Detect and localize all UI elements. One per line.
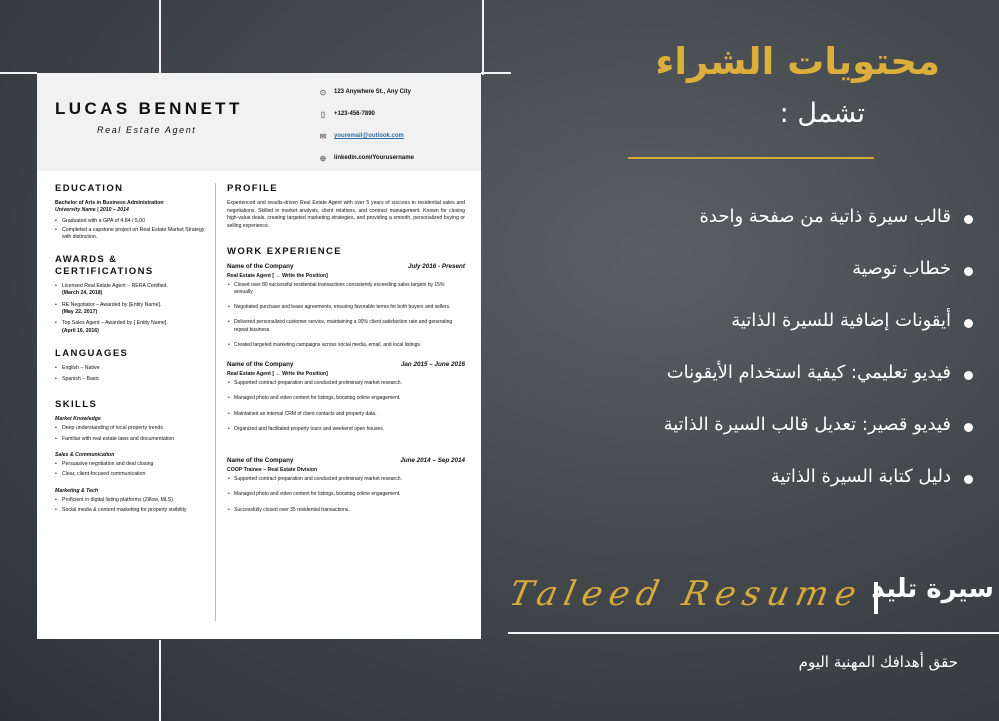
- company-name: Name of the Company: [227, 262, 294, 270]
- frame-line: [159, 640, 161, 721]
- job-position: Real Estate Agent [ ← Write the Position]: [227, 272, 328, 279]
- job-bullet: • Created targeted marketing campaigns across social media, email, and local listings.: [227, 342, 465, 349]
- award-item: • Licensed Real Estate Agent – RERA Certified. (March 24, 2018): [55, 283, 213, 298]
- contact-list: [318, 84, 414, 172]
- company-name: Name of the Company: [227, 457, 294, 465]
- skills-heading: SKILLS: [55, 399, 98, 411]
- job-dates: Jan 2015 – June 2016: [400, 361, 465, 369]
- company-name: Name of the Company: [227, 361, 294, 369]
- skill-item: • Proficient in digital listing platforms (Zillow, MLS): [55, 497, 213, 504]
- university: University Name | 2010 – 2014: [55, 207, 129, 214]
- list-item: فيديو تعليمي: كيفية استخدام الأيقونات: [560, 362, 975, 414]
- brand-arabic: سيرة تليد: [871, 574, 994, 604]
- job-entry: [227, 457, 465, 514]
- brand-latin: Taleed Resume: [505, 574, 867, 614]
- job-bullet: • Negotiated purchase and lease agreements, ensuring favorable terms for both buyers and sellers.: [227, 304, 465, 311]
- skill-group-title: Marketing & Tech: [55, 487, 99, 494]
- job-bullet: • Managed photo and video content for listings, boosting online engagement.: [227, 395, 465, 402]
- work-heading: WORK EXPERIENCE: [227, 245, 342, 257]
- resume-header: [37, 73, 481, 171]
- promo-title: محتويات الشراء: [655, 40, 940, 83]
- column-divider: [215, 183, 216, 621]
- resume-role: Real Estate Agent: [97, 125, 197, 135]
- skill-group-title: Sales & Communication: [55, 452, 115, 458]
- education-heading: EDUCATION: [55, 183, 124, 194]
- phone-icon: ▯: [320, 109, 326, 119]
- award-item: • RE Negotiator – Awarded by [Entity Name]. (May 22, 2017): [55, 302, 213, 317]
- frame-line: [0, 72, 37, 74]
- language-item: • Spanish – Basic: [55, 376, 213, 383]
- frame-line: [159, 0, 161, 75]
- skill-item: • Clear, client-focused communication: [55, 471, 213, 478]
- job-bullet: • Supported contract preparation and conducted preliminary market research.: [227, 380, 465, 387]
- contact-linkedin: ⊕ linkedin.com/Yourusername: [319, 153, 414, 163]
- envelope-icon: ✉: [319, 131, 327, 141]
- awards-heading: AWARDS & CERTIFICATIONS: [55, 254, 154, 277]
- frame-line: [482, 0, 484, 75]
- list-item: قالب سيرة ذاتية من صفحة واحدة: [560, 206, 975, 258]
- profile-heading: PROFILE: [227, 183, 278, 194]
- tagline: حقق أهدافك المهنية اليوم: [798, 653, 958, 671]
- degree: Bachelor of Arts in Business Administration: [55, 200, 164, 206]
- job-bullet: • Maintained an internal CRM of client contacts and property data.: [227, 411, 465, 418]
- job-bullet: • Delivered personalized customer service, maintaining a 90% client satisfaction rate and generating repeat business.: [227, 319, 465, 334]
- gold-divider: [628, 157, 874, 159]
- education-bullet: • Completed a capstone project on Real Estate Market Strategy with distinction.: [55, 227, 213, 242]
- contact-phone: ▯ +123-456-7890: [318, 106, 414, 122]
- resume-preview: [37, 73, 481, 639]
- skill-item: • Social media & content marketing for property visibility: [55, 507, 213, 514]
- job-bullet: • Organized and facilitated property tours and weekend open houses.: [227, 426, 465, 433]
- award-item: • Top Sales Agent – Awarded by [ Entity Name]. (April 16, 2016): [55, 320, 213, 335]
- list-item: دليل كتابة السيرة الذاتية: [560, 466, 975, 518]
- resume-right-column: [227, 183, 465, 522]
- skill-group-title: Market Knowledge: [55, 416, 101, 423]
- job-bullet: • Successfully closed over 35 residential transactions.: [227, 507, 465, 514]
- frame-line: [508, 632, 999, 634]
- education-bullet: • Graduated with a GPA of 4.84 / 5.00: [55, 218, 213, 225]
- profile-text: Experienced and results-driven Real Estate Agent with over 5 years of success in residential sales and negotiations. Skilled in market analysis, client relations, and contract management. Known for closing high-value deals, creating targeted marketing strategies, and providing a smooth, personalized buying or selling experience.: [227, 200, 465, 229]
- job-position: COOP Trainee – Real Estate Division: [227, 467, 318, 474]
- contact-address: ⊙ 123 Anywhere St., Any City: [319, 87, 411, 97]
- skill-item: • Persuasive negotiation and deal closing: [55, 461, 213, 468]
- resume-name: LUCAS BENNETT: [55, 99, 243, 118]
- language-item: • English – Native: [55, 365, 213, 372]
- frame-line: [481, 72, 511, 74]
- resume-left-column: [55, 183, 213, 516]
- location-pin-icon: ⊙: [319, 87, 327, 97]
- list-item: خطاب توصية: [560, 258, 975, 310]
- job-bullet: • Closed over 80 successful residential transactions consistently exceeding sales targets by 15% annually.: [227, 282, 465, 297]
- promo-subtitle: تشمل :: [779, 98, 865, 129]
- contact-email: ✉ youremail@outlook.com: [319, 131, 404, 141]
- job-bullet: • Managed photo and video content for listings, boosting online engagement.: [227, 491, 465, 498]
- skill-item: • Deep understanding of local property trends: [55, 425, 213, 432]
- list-item: أيقونات إضافية للسيرة الذاتية: [560, 310, 975, 362]
- languages-heading: LANGUAGES: [55, 347, 129, 359]
- job-bullet: • Supported contract preparation and conducted preliminary market research.: [227, 476, 465, 483]
- job-dates: June 2014 – Sep 2014: [400, 457, 465, 465]
- globe-icon: ⊕: [319, 153, 327, 163]
- skill-item: • Familiar with real estate laws and documentation: [55, 436, 213, 443]
- job-entry: [227, 263, 465, 350]
- contents-list: [560, 206, 975, 518]
- job-position: Real Estate Agent [ ← Write the Position]: [227, 371, 328, 378]
- list-item: فيديو قصير: تعديل قالب السيرة الذاتية: [560, 414, 975, 466]
- brand-logo: [505, 568, 994, 626]
- job-dates: July 2016 - Present: [407, 262, 465, 270]
- job-entry: [227, 361, 465, 433]
